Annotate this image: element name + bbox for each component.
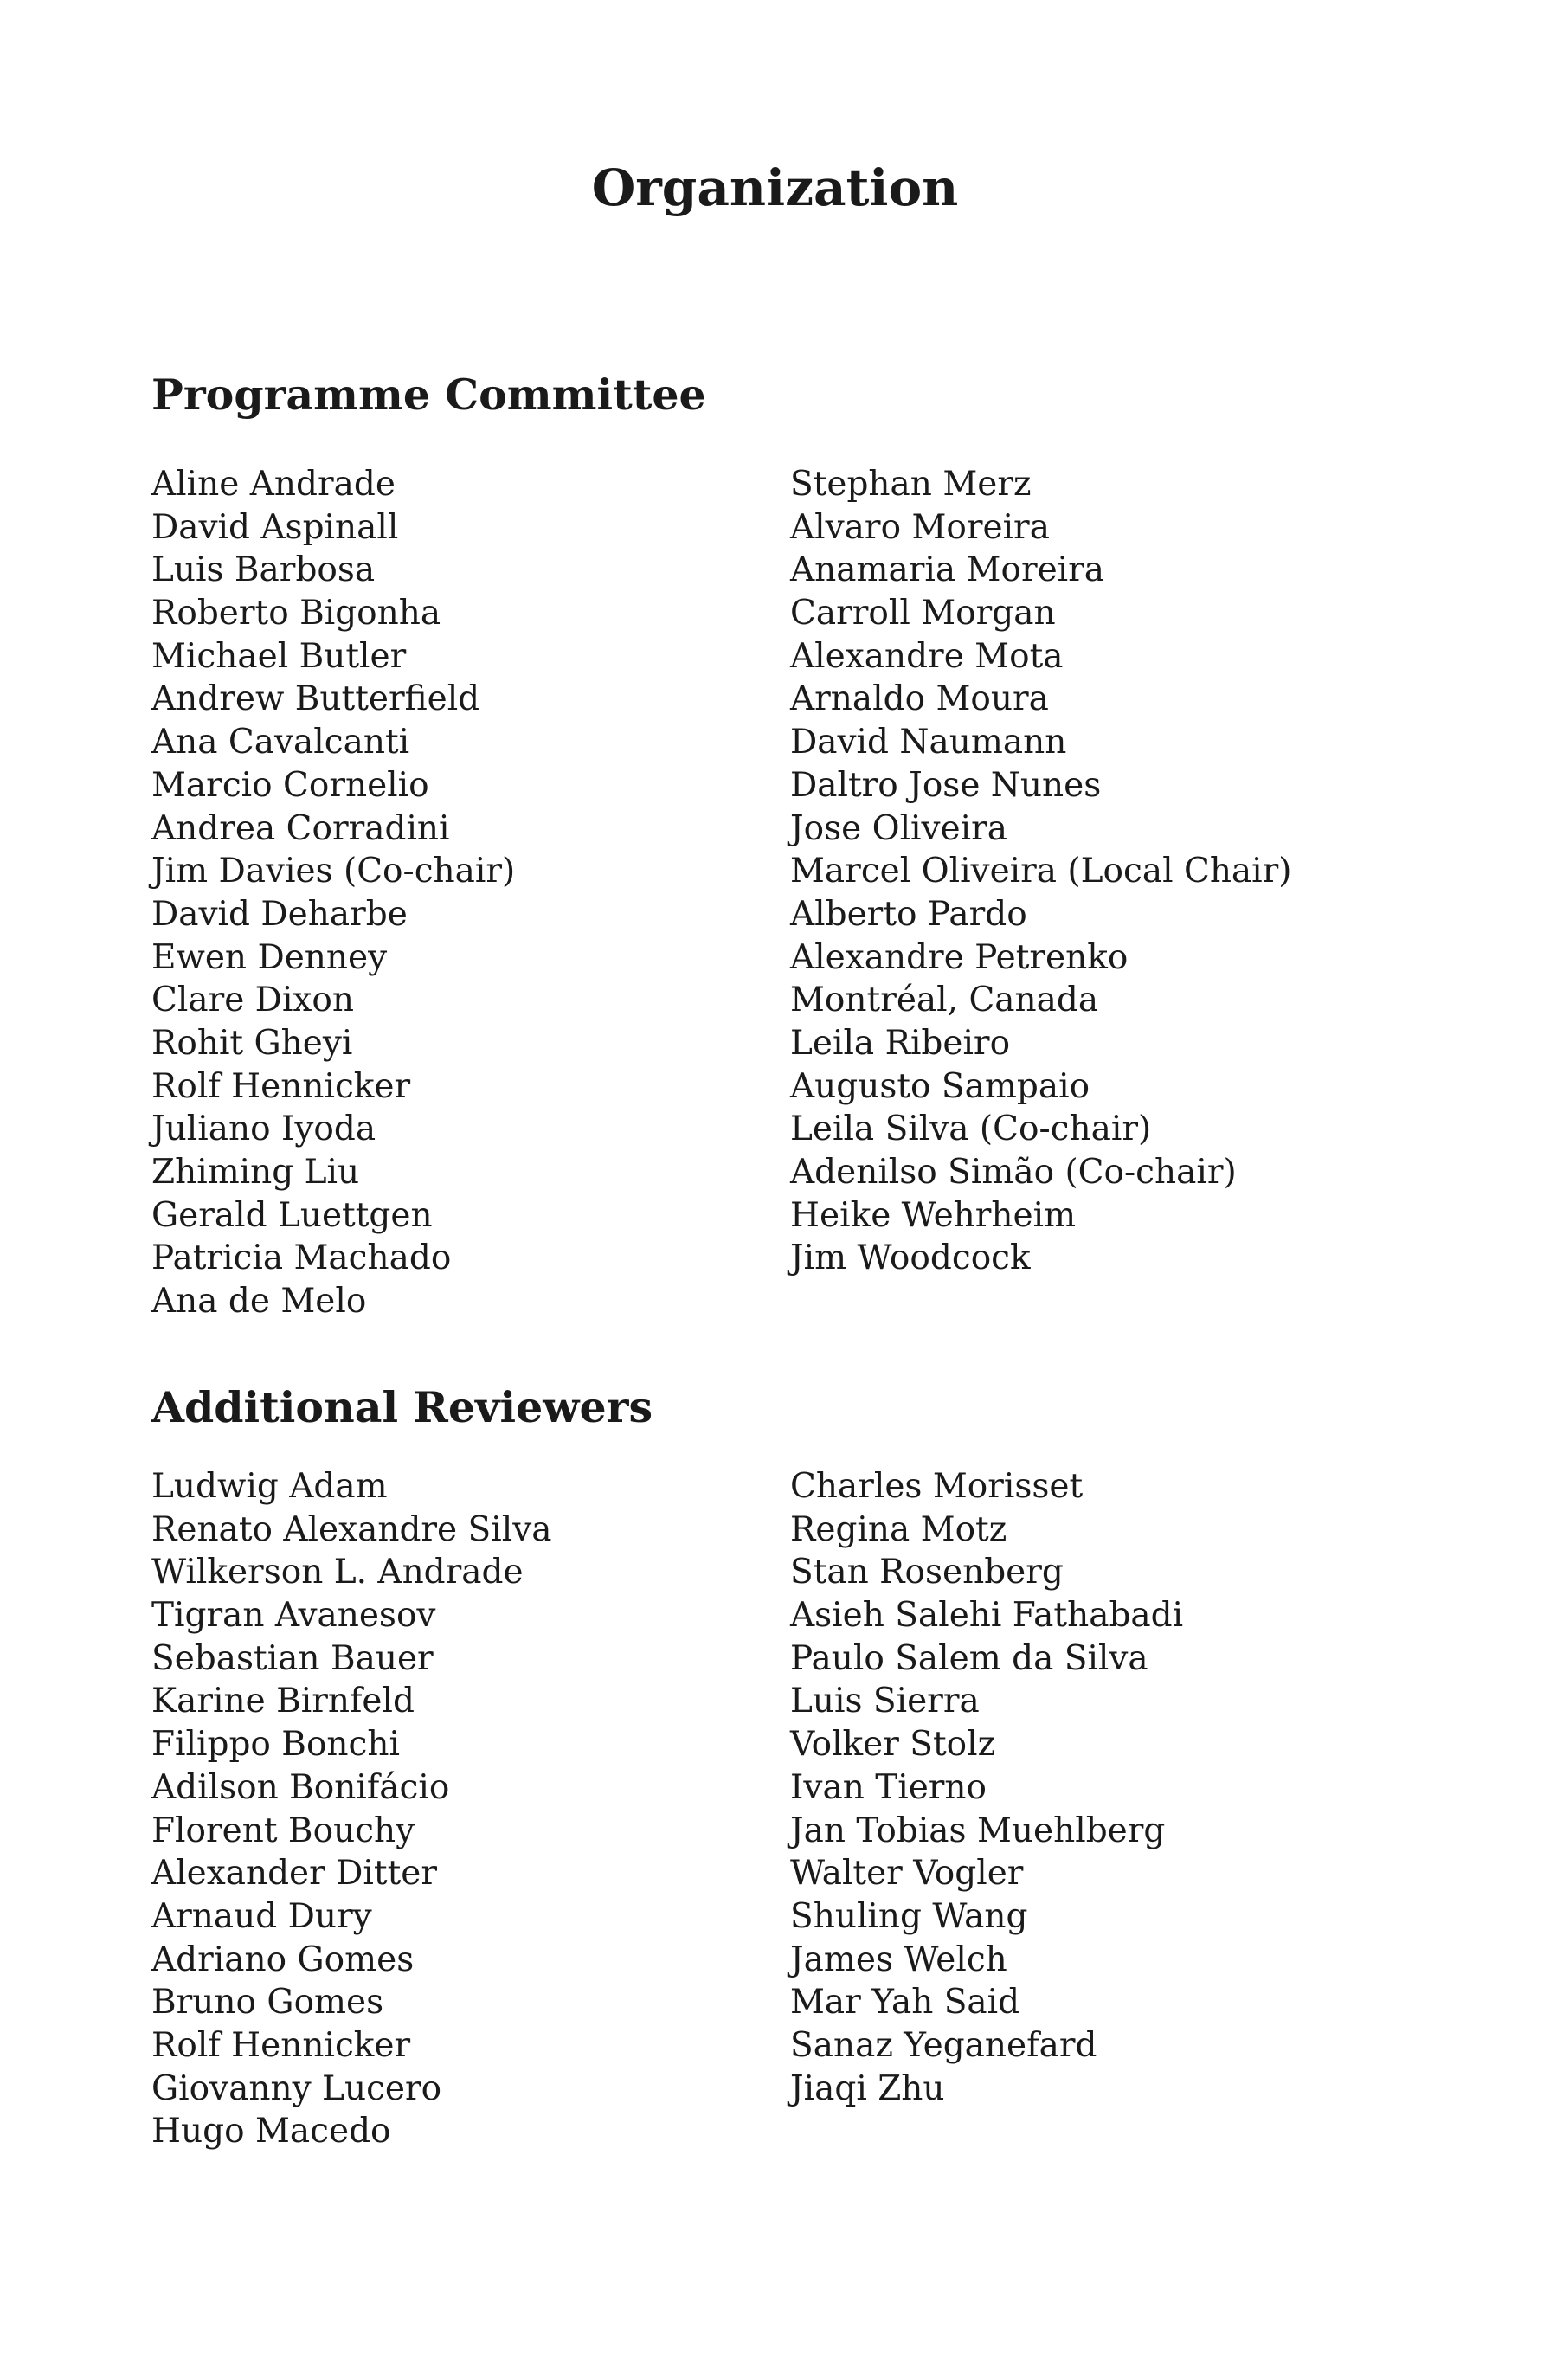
member-name: Rolf Hennicker	[151, 1066, 411, 1106]
member-name: Paulo Salem da Silva	[790, 1638, 1148, 1678]
member-name: Jan Tobias Muehlberg	[790, 1811, 1166, 1850]
member-name: Jose Oliveira	[790, 808, 1008, 848]
member-name: Clare Dixon	[151, 981, 355, 1020]
member-name: Marcio Cornelio	[151, 765, 429, 805]
member-name: Asieh Salehi Fathabadi	[790, 1596, 1184, 1636]
member-name: Patricia Machado	[151, 1238, 452, 1278]
member-name: Walter Vogler	[790, 1854, 1024, 1894]
member-name: Florent Bouchy	[151, 1811, 415, 1850]
member-name: Shuling Wang	[790, 1896, 1028, 1936]
member-name: Alexandre Petrenko	[790, 937, 1129, 977]
member-name: Hugo Macedo	[151, 2112, 391, 2152]
member-name: Ludwig Adam	[151, 1467, 388, 1506]
member-name: Alvaro Moreira	[790, 507, 1050, 547]
member-name: Karine Birnfeld	[151, 1682, 415, 1721]
member-name: David Aspinall	[151, 507, 399, 547]
member-name: Andrew Butterfield	[151, 679, 480, 719]
member-name: Jiaqi Zhu	[790, 2068, 945, 2108]
member-name: Arnaud Dury	[151, 1896, 372, 1936]
member-name: David Deharbe	[151, 894, 408, 934]
programme-committee-heading: Programme Committee	[151, 370, 706, 420]
member-name: Jim Woodcock	[790, 1238, 1031, 1278]
page-title: Organization	[591, 158, 959, 217]
member-name: Juliano Iyoda	[151, 1110, 376, 1149]
additional-reviewers-right-column	[790, 1465, 1448, 2110]
member-name: Carroll Morgan	[790, 594, 1056, 634]
member-name: Leila Silva (Co-chair)	[790, 1110, 1152, 1149]
member-name: Leila Ribeiro	[790, 1023, 1011, 1063]
additional-reviewers-left-column	[151, 1465, 757, 2153]
member-name: Wilkerson L. Andrade	[151, 1553, 524, 1592]
member-name: Luis Barbosa	[151, 550, 376, 590]
member-name: David Naumann	[790, 723, 1067, 762]
programme-committee-left-column	[151, 463, 757, 1323]
member-name: Giovanny Lucero	[151, 2068, 442, 2108]
member-name: Mar Yah Said	[790, 1983, 1020, 2023]
member-name: Arnaldo Moura	[790, 679, 1049, 719]
member-name: Stephan Merz	[790, 465, 1032, 504]
member-name: Gerald Luettgen	[151, 1195, 433, 1235]
member-name: Volker Stolz	[790, 1725, 996, 1765]
member-name: Andrea Corradini	[151, 808, 450, 848]
member-name: Sebastian Bauer	[151, 1638, 434, 1678]
member-name: Alberto Pardo	[790, 894, 1027, 934]
member-name: Adriano Gomes	[151, 1939, 415, 1979]
member-name: Marcel Oliveira (Local Chair)	[790, 852, 1292, 891]
member-name: Montréal, Canada	[790, 981, 1099, 1020]
member-name: Heike Wehrheim	[790, 1195, 1077, 1235]
member-name: Roberto Bigonha	[151, 594, 441, 634]
member-name: Stan Rosenberg	[790, 1553, 1064, 1592]
member-name: Adilson Bonifácio	[151, 1767, 450, 1807]
member-name: Alexander Ditter	[151, 1854, 437, 1894]
member-name: Jim Davies (Co-chair)	[151, 852, 516, 891]
member-name: Luis Sierra	[790, 1682, 980, 1721]
member-name: Michael Butler	[151, 636, 407, 676]
member-name: Bruno Gomes	[151, 1983, 384, 2023]
member-name: James Welch	[790, 1939, 1007, 1979]
member-name: Ewen Denney	[151, 937, 388, 977]
member-name: Ana Cavalcanti	[151, 723, 410, 762]
member-name: Regina Motz	[790, 1509, 1007, 1549]
member-name: Daltro Jose Nunes	[790, 765, 1102, 805]
member-name: Ivan Tierno	[790, 1767, 987, 1807]
member-name: Augusto Sampaio	[790, 1066, 1090, 1106]
member-name: Tigran Avanesov	[151, 1596, 436, 1636]
member-name: Adenilso Simão (Co-chair)	[790, 1153, 1237, 1192]
member-name: Rohit Gheyi	[151, 1023, 353, 1063]
programme-committee-right-column	[790, 463, 1448, 1280]
member-name: Anamaria Moreira	[790, 550, 1105, 590]
member-name: Sanaz Yeganefard	[790, 2025, 1097, 2065]
member-name: Aline Andrade	[151, 465, 396, 504]
member-name: Filippo Bonchi	[151, 1725, 400, 1765]
member-name: Zhiming Liu	[151, 1153, 360, 1192]
member-name: Renato Alexandre Silva	[151, 1509, 552, 1549]
member-name: Charles Morisset	[790, 1467, 1084, 1506]
member-name: Ana de Melo	[151, 1282, 367, 1322]
member-name: Rolf Hennicker	[151, 2025, 411, 2065]
additional-reviewers-heading: Additional Reviewers	[151, 1382, 653, 1432]
member-name: Alexandre Mota	[790, 636, 1064, 676]
